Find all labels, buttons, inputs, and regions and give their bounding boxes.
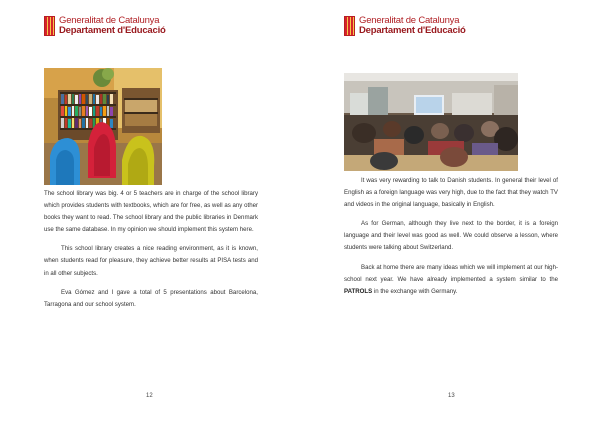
patrols-bold: PATROLS xyxy=(344,287,373,295)
right-page-text xyxy=(344,175,558,305)
generalitat-logo-icon xyxy=(44,16,55,36)
page-number-left: 12 xyxy=(146,393,153,399)
right-paragraph-2: As for German, although they live next to the border, it is a foreign language and their level was good as well. We could observe a lesson, where students were talking about Switzerland. xyxy=(344,220,558,252)
header-line-2: Departament d'Educació xyxy=(359,25,466,36)
right-page xyxy=(300,0,600,424)
right-paragraph-1: It was very rewarding to talk to Danish students. In general their level of English as a foreign language was very high, due to the fact that they watch TV and videos in the original language, basically in English. xyxy=(344,177,558,209)
header-line-2: Departament d'Educació xyxy=(59,25,166,36)
right-paragraph-3: Back at home there are many ideas which we will implement at our high-school next year. We have already implemented a system similar to the PATROLS in the exchange with Germany. xyxy=(344,263,558,295)
header-line-1: Generalitat de Catalunya xyxy=(359,15,460,26)
classroom-photo xyxy=(344,73,518,171)
library-photo xyxy=(44,68,162,185)
left-page-text xyxy=(44,188,258,318)
left-paragraph-3: Eva Gómez and I gave a total of 5 presentations about Barcelona, Tarragona and our school system. xyxy=(44,288,258,308)
left-paragraph-1: The school library was big. 4 or 5 teachers are in charge of the school library which provides students with textbooks, which are for free, as well as any other books they want to read. The school library and the public libraries in Denmark use the same database. In my opinion we should implement this system here. xyxy=(44,190,258,234)
header-line-1: Generalitat de Catalunya xyxy=(59,15,160,26)
left-paragraph-2: This school library creates a nice reading environment, as it is known, when students read for pleasure, they achieve better results at PISA tests and in all other subjects. xyxy=(44,245,258,277)
page-header xyxy=(44,16,166,36)
generalitat-logo-icon xyxy=(344,16,355,36)
page-number-right: 13 xyxy=(448,393,455,399)
page-header xyxy=(344,16,466,36)
